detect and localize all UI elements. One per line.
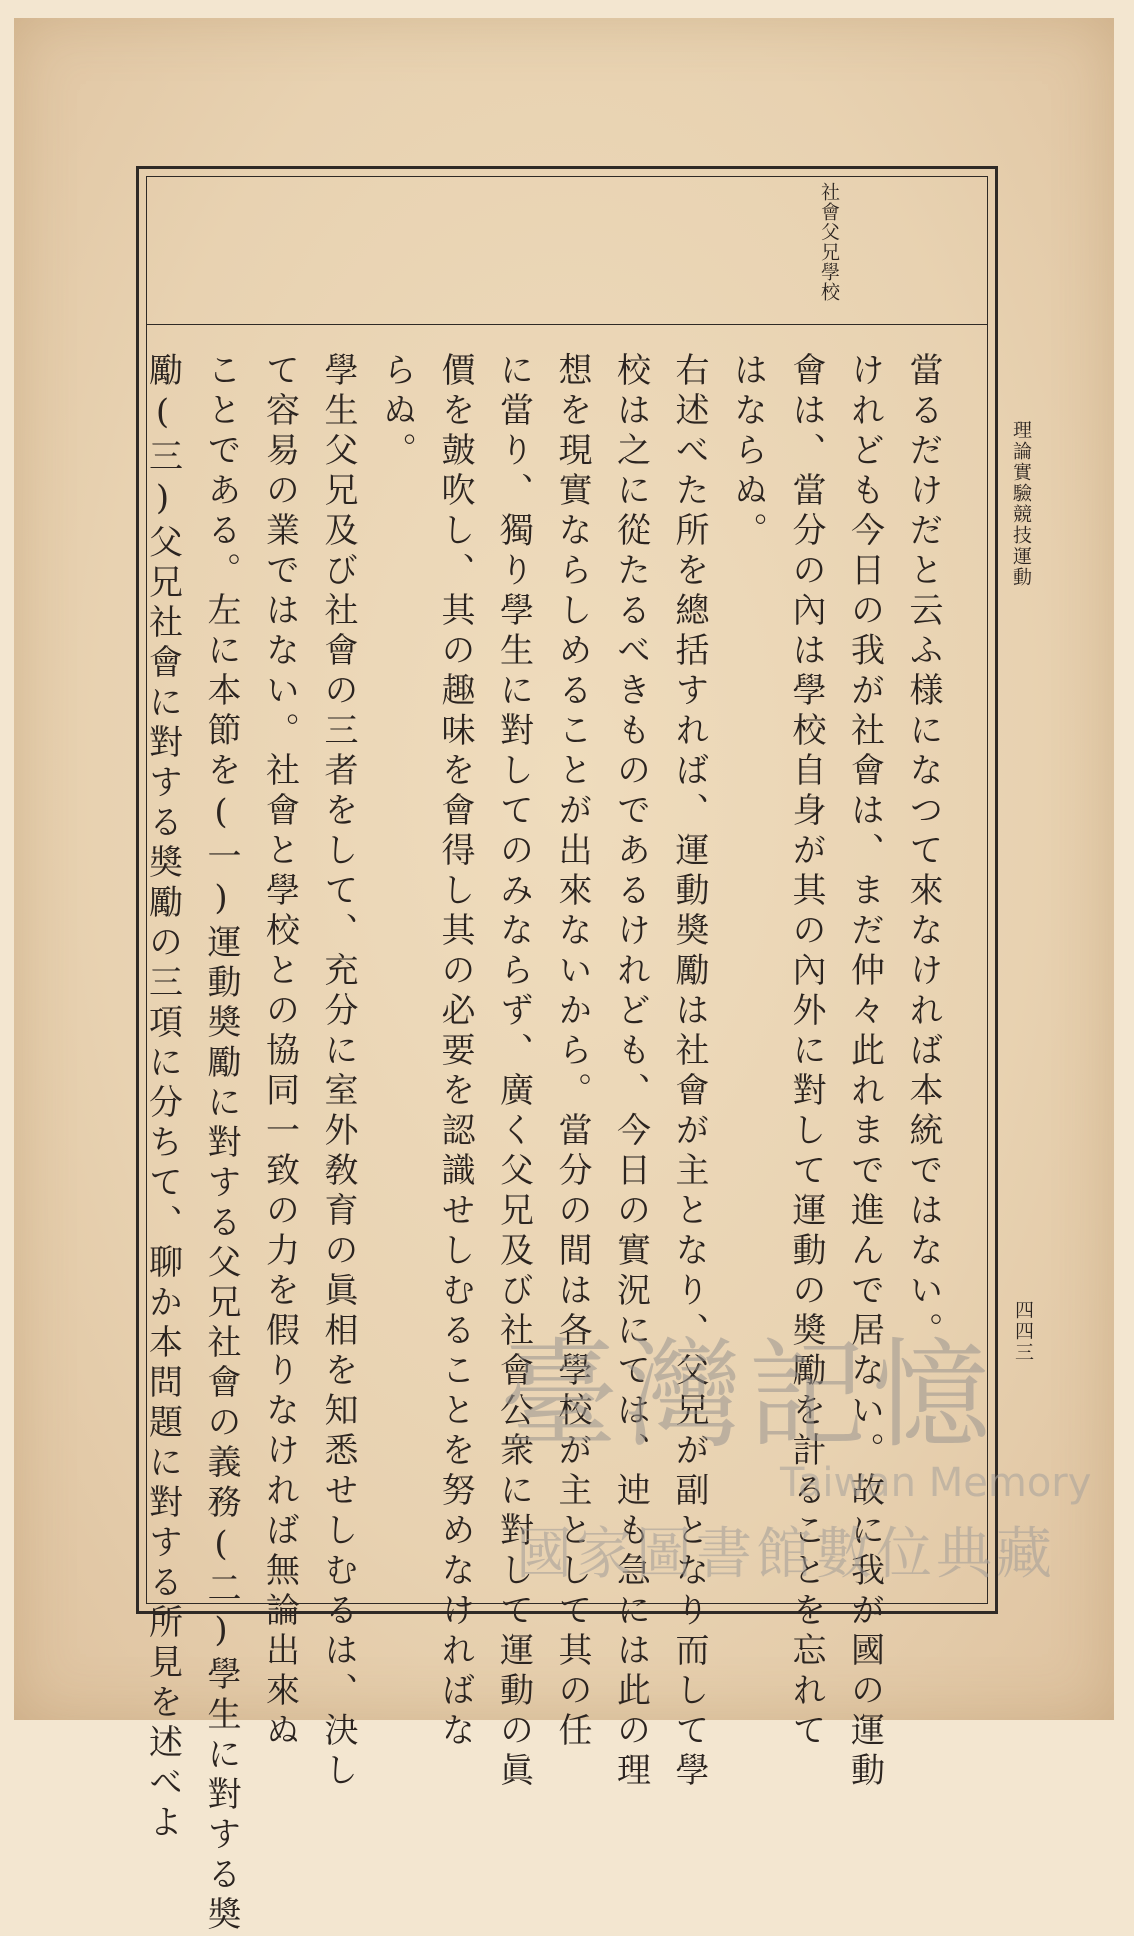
text-column: 右述べた所を總括すれば、運動奬勵は社會が主となり、父兄が副となり而して學 xyxy=(669,352,709,1792)
watermark-sub: 國家圖書館數位典藏 xyxy=(516,1522,1056,1587)
text-column: 學生父兄及び社會の三者をして、充分に室外敎育の眞相を知悉せしむるは、決し xyxy=(318,352,358,1792)
text-column: けれども今日の我が社會は、まだ仲々此れまで進んで居ない。故に我が國の運動 xyxy=(844,352,885,1792)
text-column: 想を現實ならしめることが出來ないから。當分の間は各學校が主として其の任 xyxy=(552,352,592,1752)
text-column: らぬ。 xyxy=(376,352,417,472)
watermark-english: Taiwan Memory xyxy=(780,1460,1092,1506)
text-column: に當り、獨り學生に對してのみならず、廣く父兄及び社會公衆に對して運動の眞 xyxy=(493,352,534,1792)
text-column: て容易の業ではない。社會と學校との協同一致の力を假りなければ無論出來ぬ xyxy=(259,352,300,1752)
watermark-chinese: 臺灣記憶 xyxy=(500,1326,997,1464)
book-title: 理論實驗競技運動 xyxy=(1010,420,1032,588)
section-title: 社會父兄學校 xyxy=(818,182,840,302)
text-column: 當るだけだと云ふ様になつて來なければ本統ではない。 xyxy=(903,352,943,1352)
text-column: 價を皷吹し、其の趣味を會得し其の必要を認識せしむることを努めなければな xyxy=(435,352,475,1752)
header-rule xyxy=(146,324,988,325)
text-column: 校は之に從たるべきものであるけれども、今日の實況にては、迚も急には此の理 xyxy=(610,352,651,1792)
text-column: 勵(三)父兄社會に對する奬勵の三項に分ちて、聊か本問題に對する所見を述べよ xyxy=(142,352,183,1844)
text-column: 會は、當分の內は學校自身が其の內外に對して運動の奬勵を計ることを忘れて xyxy=(786,352,826,1752)
text-column: ことである。左に本節を(一)運動奬勵に對する父兄社會の義務(二)學生に對する奬 xyxy=(201,352,241,1936)
page-number: 四四三 xyxy=(1012,1300,1034,1363)
text-column: はならぬ。 xyxy=(727,352,768,552)
